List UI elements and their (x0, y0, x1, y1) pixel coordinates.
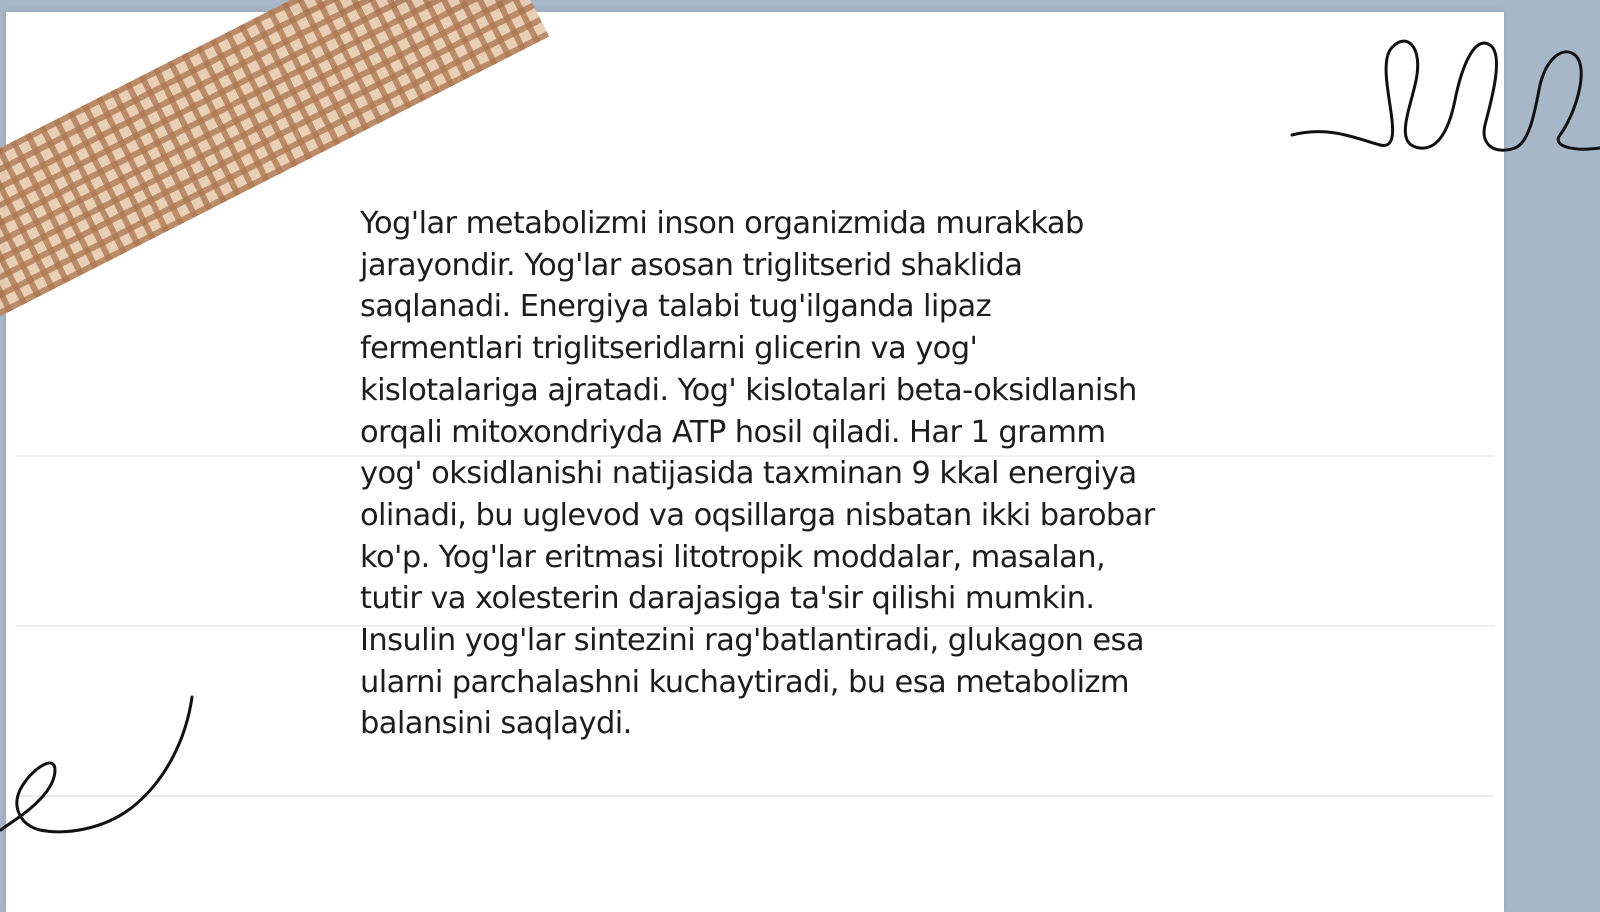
bottom-left-squiggle-decoration (0, 695, 200, 855)
top-right-squiggle-decoration (1290, 30, 1600, 165)
slide-body-paragraph: Yog'lar metabolizmi inson organizmida murakkab jarayondir. Yog'lar asosan triglitserid shaklida saqlanadi. Energiya talabi tug'ilganda lipaz fermentlari triglitseridlarni glicerin va yog' kislotalariga ajratadi. Yog' kislotalari beta-oksidlanish orqali mitoxondriyda ATP hosil qiladi. Har 1 gramm yog' oksidlanishi natijasida taxminan 9 kkal energiya olinadi, bu uglevod va oqsillarga nisbatan ikki barobar ko'p. Yog'lar eritmasi litotropik moddalar, masalan, tutir va xolesterin darajasiga ta'sir qilishi mumkin. Insulin yog'lar sintezini rag'batlantiradi, glukagon esa ularni parchalashni kuchaytiradi, bu esa metabolizm balansini saqlaydi. (360, 206, 1155, 742)
paper-rule-line (16, 795, 1494, 797)
